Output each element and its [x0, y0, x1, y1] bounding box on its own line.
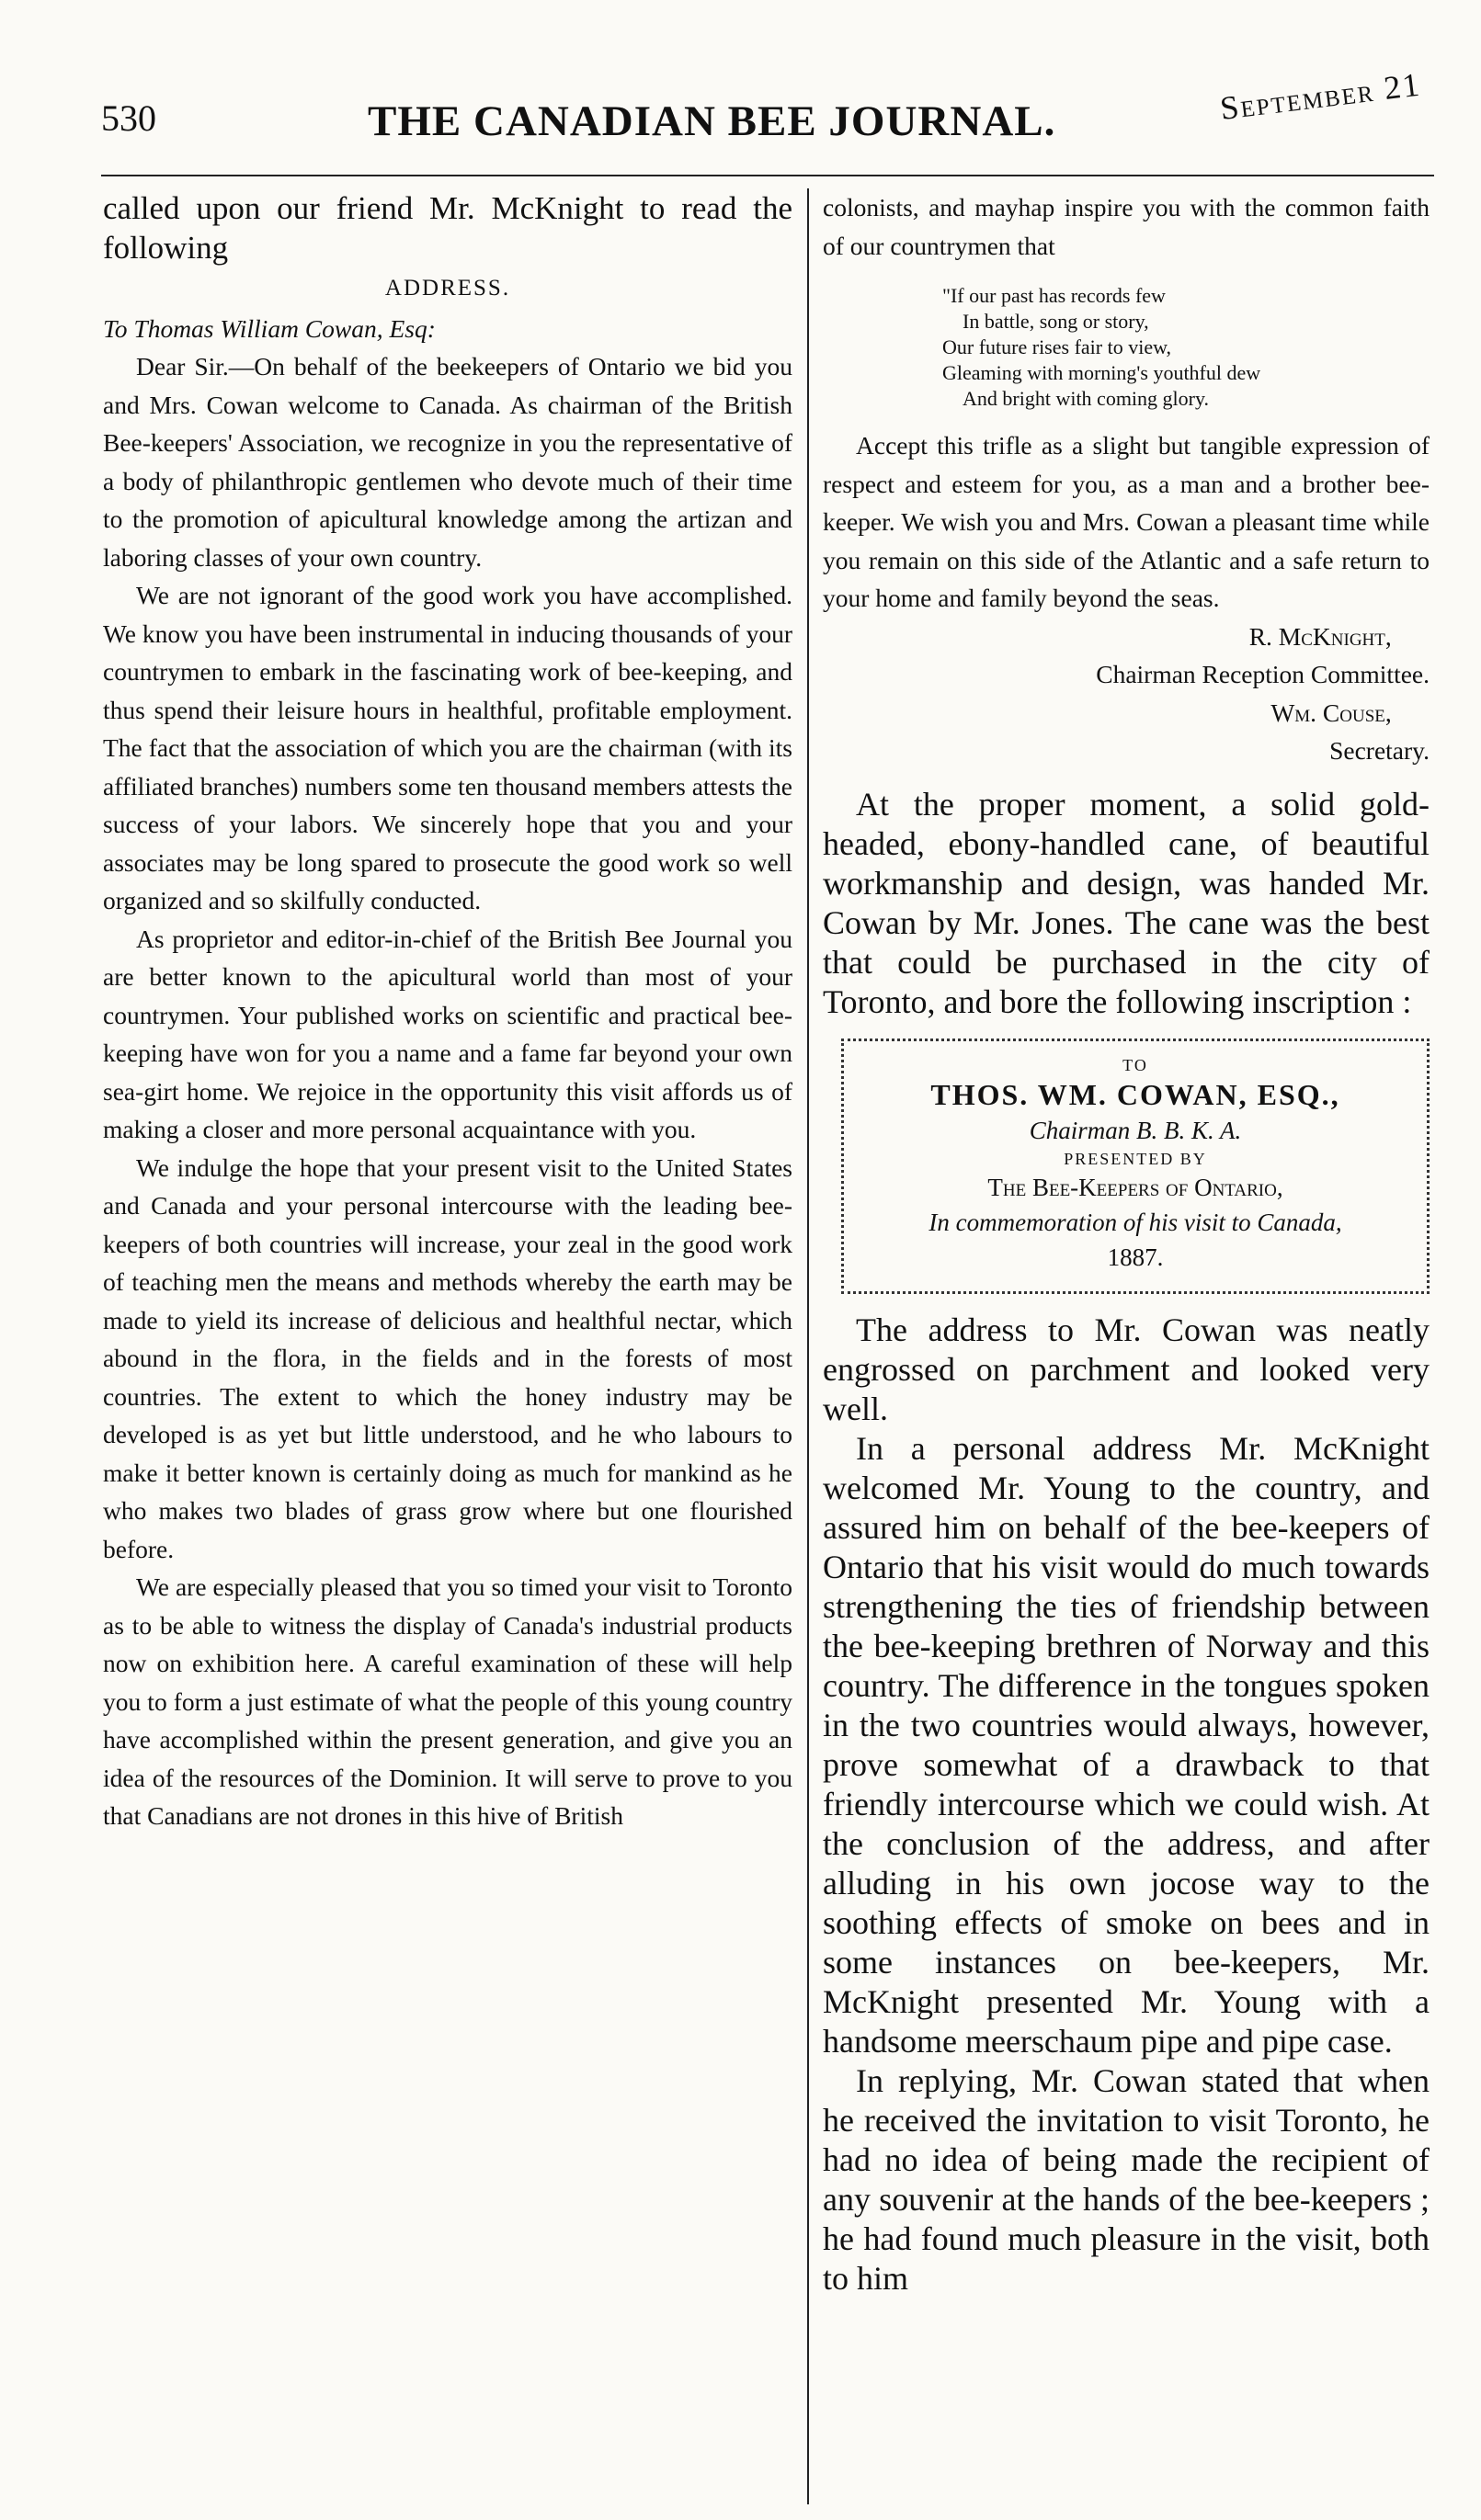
journal-title: THE CANADIAN BEE JOURNAL.	[368, 97, 1056, 145]
page-header	[101, 65, 1425, 161]
cane-paragraph: At the proper moment, a solid gold-headed, ebony-handled cane, of beautiful workmanship and design, was handed Mr. Cowan by Mr. Jones. The cane was the best that could be purchased in the city of Toronto, and bore the following inscription :	[823, 785, 1430, 1020]
poem-line: Gleaming with morning's youthful dew	[942, 361, 1261, 384]
poem-line: In battle, song or story,	[963, 310, 1149, 333]
left-column	[103, 188, 792, 1835]
poem	[942, 283, 1430, 412]
intro-text: called upon our friend Mr. McKnight to read the following	[103, 190, 792, 266]
signature-title-2: Secretary.	[1329, 736, 1430, 765]
parchment-paragraph: The address to Mr. Cowan was neatly engrossed on parchment and looked very well.	[823, 1311, 1430, 1427]
inscription-year: 1887.	[1107, 1243, 1164, 1271]
address-paragraph-1: Dear Sir.—On behalf of the beekeepers of Ontario we bid you and Mrs. Cowan welcome to Canada. As chairman of the British Bee-keepers' Association, we recognize in you the representative of a body of philanthropic gentlemen who devote much of their time to the promotion of apicultural knowledge among the artizan and laboring classes of your own country.	[103, 352, 792, 572]
inscription-name: THOS. WM. COWAN, ESQ.,	[930, 1077, 1340, 1111]
cane-inscription-box	[841, 1039, 1430, 1294]
poem-line: And bright with coming glory.	[963, 387, 1210, 410]
address-paragraph-2: We are not ignorant of the good work you have accomplished. We know you have been instrumental in inducing thousands of your countrymen to embark in the fascinating work of bee-keeping, and thus spend their leisure hours in healthful, profitable employment. The fact that the association of which you are the chairman (with its affiliated branches) numbers some ten thousand members attests the success of your labors. We sincerely hope that you and your associates may be long spared to prosecute the good work so well organized and so skilfully conducted.	[103, 581, 792, 914]
poem-line: "If our past has records few	[942, 284, 1166, 307]
address-paragraph-5: We are especially pleased that you so timed your visit to Toronto as to be able to witness the display of Canada's industrial products now on exhibition here. A careful examination of these will help you to form a just estimate of what the people of this young country have accomplished within the present generation, and give you an idea of the resources of the Dominion. It will serve to prove to you that Canadians are not drones in this hive of British	[103, 1572, 792, 1830]
closing-paragraph: Accept this trifle as a slight but tangible expression of respect and esteem for you, as a man and a brother bee-keeper. We wish you and Mrs. Cowan a pleasant time while you remain on this side of the Atlantic and a safe return to your home and family beyond the seas.	[823, 431, 1430, 612]
inscription-presented: PRESENTED BY	[1064, 1149, 1207, 1168]
salutation: To Thomas William Cowan, Esq:	[103, 313, 436, 343]
inscription-title: Chairman B. B. K. A.	[1029, 1116, 1242, 1144]
header-rule	[101, 175, 1434, 176]
mcknight-paragraph: In a personal address Mr. McKnight welcomed Mr. Young to the country, and assured him on behalf of the bee-keepers of Ontario that his visit would do much towards strengthening the ties of friendship between the bee-keeping brethren of Norway and this country. The difference in the tongues spoken in the two countries would always, however, prove somewhat of a drawback to that friendly intercourse which we could wish. At the conclusion of the address, and after alluding in his own jocose way to the soothing effects of smoke on bees and in some instances on bee-keepers, Mr. McKnight presented Mr. Young with a handsome meerschaum pipe and pipe case.	[823, 1429, 1430, 2060]
signature-title-1: Chairman Reception Committee.	[1096, 660, 1430, 688]
signature-name-2: Wm. Couse,	[1270, 698, 1392, 727]
issue-date: September 21	[1218, 65, 1424, 128]
inscription-to: TO	[1122, 1055, 1148, 1074]
address-heading: ADDRESS.	[384, 276, 511, 301]
signature-name-1: R. McKnight,	[1248, 621, 1392, 651]
inscription-commemoration: In commemoration of his visit to Canada,	[928, 1208, 1342, 1236]
address-paragraph-4: We indulge the hope that your present visit to the United States and Canada and your personal intercourse with the leading bee-keepers of both countries will increase, your zeal in the good work of teaching men the means and methods whereby the earth may be made to yield its increase of delicious and healthful nectar, which abound in the flora, in the fields and in the forests of most countries. The extent to which the honey industry may be developed is as yet but little understood, and he who labours to make it better known is certainly doing as much for mankind as he who makes two blades of grass grow where but one flourished before.	[103, 1152, 792, 1563]
page-number: 530	[101, 97, 156, 139]
poem-line: Our future rises fair to view,	[942, 335, 1172, 358]
continuation-text: colonists, and mayhap inspire you with the common faith of our countrymen that	[823, 193, 1430, 260]
cowan-reply-paragraph: In replying, Mr. Cowan stated that when he received the invitation to visit Toronto, he had no idea of being made the recipient of any souvenir at the hands of the bee-keepers ; he had found much pleasure in the visit, both to him	[823, 2061, 1430, 2297]
address-paragraph-3: As proprietor and editor-in-chief of the British Bee Journal you are better known to the apicultural world than most of your countrymen. Your published works on scientific and practical bee-keeping have won for you a name and a fame far beyond your own sea-girt home. We rejoice in the opportunity this visit affords us of making a closer and more personal acquaintance with you.	[103, 924, 792, 1143]
inscription-by: The Bee-Keepers of Ontario,	[987, 1173, 1283, 1201]
column-divider	[807, 188, 809, 2504]
right-column	[823, 188, 1430, 2299]
